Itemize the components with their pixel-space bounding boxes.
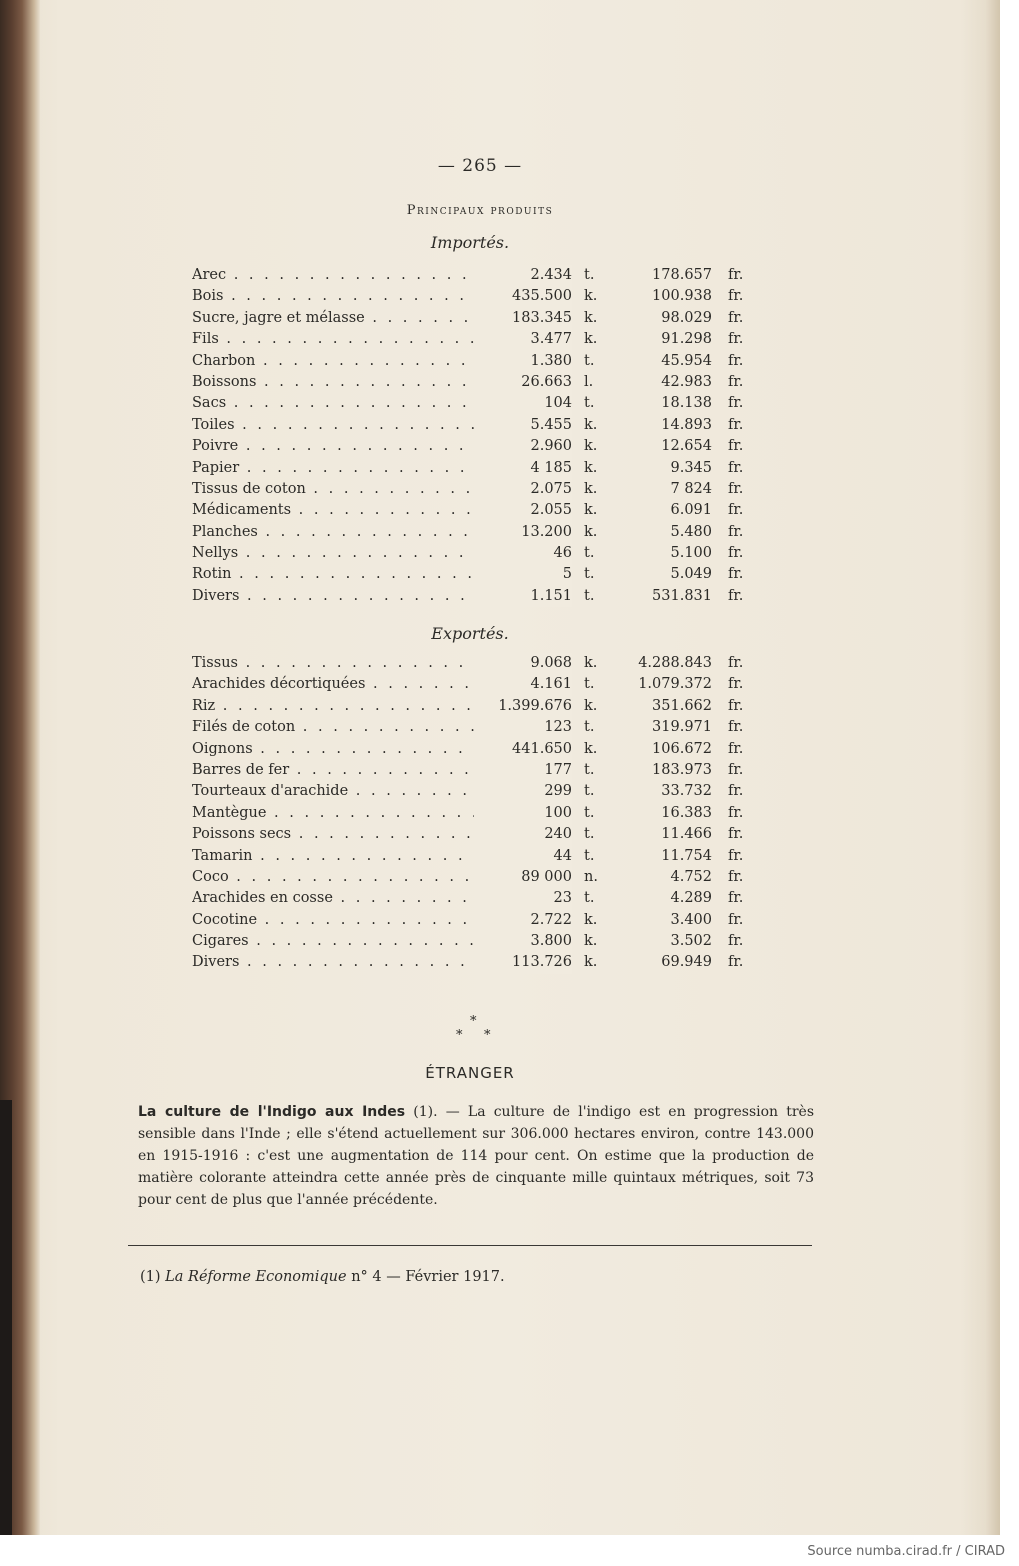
- product-quantity: 1.399.676: [474, 696, 572, 717]
- product-name: Filés de coton . . .: [192, 717, 482, 738]
- product-quantity: 44: [474, 846, 572, 867]
- product-name: Médicaments . . .: [192, 500, 482, 521]
- product-name: Nellys . . .: [192, 543, 482, 564]
- footnote-marker: (1): [140, 1269, 161, 1285]
- product-unit: t.: [584, 267, 595, 283]
- product-quantity: 4.161: [474, 674, 572, 695]
- product-value: 6.091: [670, 502, 712, 519]
- product-name: Cigares . . .: [192, 931, 482, 952]
- product-name: Sucre, jagre et mélasse . . .: [192, 308, 482, 329]
- table-row: [192, 760, 752, 781]
- imported-table: [192, 265, 752, 607]
- table-row: [192, 436, 752, 457]
- product-name: Divers . . .: [192, 586, 482, 607]
- page-number: — 265 —: [437, 156, 523, 176]
- asterism-star: *: [484, 1028, 491, 1043]
- table-row: [192, 308, 752, 329]
- table-row: [192, 824, 752, 845]
- table-row: [192, 717, 752, 738]
- product-currency: fr.: [728, 804, 744, 821]
- product-quantity: 3.477: [474, 329, 572, 350]
- product-value: 14.893: [661, 416, 712, 433]
- product-currency: fr.: [728, 911, 744, 928]
- product-name: Tamarin . . .: [192, 846, 482, 867]
- product-name: Tissus . . .: [192, 653, 482, 674]
- table-row: [192, 888, 752, 909]
- product-unit: t.: [584, 676, 595, 693]
- product-name: Barres de fer . . .: [192, 760, 482, 781]
- product-value: 11.754: [661, 847, 712, 864]
- footnote-divider: [128, 1245, 812, 1246]
- exported-table: [192, 653, 752, 974]
- product-name: Tissus de coton . . .: [192, 479, 482, 500]
- product-unit: t.: [584, 719, 595, 736]
- asterism-star: *: [470, 1014, 477, 1029]
- product-currency: fr.: [728, 480, 744, 497]
- product-name: Arachides décortiquées . . .: [192, 674, 482, 695]
- product-quantity: 3.800: [474, 931, 572, 952]
- table-row: [192, 351, 752, 372]
- product-name: Bois . . .: [192, 286, 482, 307]
- product-name: Boissons . . .: [192, 372, 482, 393]
- product-unit: t.: [584, 826, 595, 843]
- product-quantity: 2.434: [474, 265, 572, 286]
- product-name: Fils . . .: [192, 329, 482, 350]
- footnote-details: n° 4 — Février 1917.: [351, 1269, 505, 1285]
- product-currency: fr.: [728, 655, 744, 671]
- product-value: 183.973: [652, 761, 712, 778]
- product-currency: fr.: [728, 416, 744, 433]
- product-name: Poissons secs . . .: [192, 824, 482, 845]
- product-currency: fr.: [728, 267, 744, 283]
- product-quantity: 177: [474, 760, 572, 781]
- product-currency: fr.: [728, 587, 744, 604]
- product-currency: fr.: [728, 761, 744, 778]
- product-unit: t.: [584, 847, 595, 864]
- product-name: Arec . . .: [192, 265, 482, 286]
- table-row: [192, 543, 752, 564]
- product-quantity: 9.068: [474, 653, 572, 674]
- product-quantity: 183.345: [474, 308, 572, 329]
- product-value: 12.654: [661, 438, 712, 455]
- table-row: [192, 952, 752, 973]
- product-name: Mantègue . . .: [192, 803, 482, 824]
- asterism-star: *: [456, 1028, 463, 1043]
- table-row: [192, 653, 752, 674]
- product-unit: k.: [584, 954, 598, 971]
- product-currency: fr.: [728, 783, 744, 800]
- product-name: Divers . . .: [192, 952, 482, 973]
- product-unit: k.: [584, 331, 598, 348]
- product-value: 33.732: [661, 783, 712, 800]
- product-unit: n.: [584, 868, 598, 885]
- product-quantity: 26.663: [474, 372, 572, 393]
- product-unit: k.: [584, 288, 598, 305]
- product-quantity: 13.200: [474, 522, 572, 543]
- product-currency: fr.: [728, 373, 744, 390]
- product-unit: t.: [584, 783, 595, 800]
- table-row: [192, 372, 752, 393]
- product-currency: fr.: [728, 719, 744, 736]
- product-value: 42.983: [661, 373, 712, 390]
- product-currency: fr.: [728, 826, 744, 843]
- asterism: [450, 1014, 500, 1044]
- product-unit: k.: [584, 697, 598, 714]
- product-value: 5.049: [670, 566, 712, 583]
- product-currency: fr.: [728, 288, 744, 305]
- product-unit: k.: [584, 911, 598, 928]
- product-currency: fr.: [728, 676, 744, 693]
- product-currency: fr.: [728, 954, 744, 971]
- table-row: [192, 739, 752, 760]
- table-row: [192, 415, 752, 436]
- product-currency: fr.: [728, 890, 744, 907]
- table-row: [192, 910, 752, 931]
- product-name: Riz . . .: [192, 696, 482, 717]
- product-quantity: 100: [474, 803, 572, 824]
- product-currency: fr.: [728, 566, 744, 583]
- product-quantity: 89 000: [474, 867, 572, 888]
- article-paragraph: [138, 1101, 814, 1211]
- product-unit: k.: [584, 933, 598, 950]
- product-value: 69.949: [661, 954, 712, 971]
- table-row: [192, 674, 752, 695]
- product-name: Planches . . .: [192, 522, 482, 543]
- product-value: 7 824: [670, 480, 712, 497]
- product-value: 11.466: [661, 826, 712, 843]
- article-footnote-ref: (1): [413, 1104, 434, 1120]
- footnote-source: La Réforme Economique: [165, 1269, 347, 1285]
- product-unit: t.: [584, 352, 595, 369]
- product-quantity: 441.650: [474, 739, 572, 760]
- product-quantity: 104: [474, 393, 572, 414]
- product-currency: fr.: [728, 847, 744, 864]
- table-row: [192, 564, 752, 585]
- product-unit: t.: [584, 890, 595, 907]
- product-unit: k.: [584, 438, 598, 455]
- product-value: 106.672: [652, 740, 712, 757]
- product-quantity: 23: [474, 888, 572, 909]
- product-value: 4.288.843: [638, 655, 712, 671]
- product-value: 351.662: [652, 697, 712, 714]
- article-body: . — La culture de l'indigo est en progression très sensible dans l'Inde ; elle s'étend actuellement sur 306.000 hectares environ, contre 143.000 en 1915-1916 : c'est une augmentation de 114 pour cent. On estime que la production de matière colorante atteindra cette année près de cinquante mille quintaux métriques, soit 73 pour cent de plus que l'année précédente.: [138, 1104, 815, 1208]
- product-name: Oignons . . .: [192, 739, 482, 760]
- product-currency: fr.: [728, 395, 744, 412]
- product-quantity: 2.960: [474, 436, 572, 457]
- imported-subheading: Importés.: [430, 233, 510, 252]
- product-name: Rotin . . .: [192, 564, 482, 585]
- product-currency: fr.: [728, 502, 744, 519]
- table-row: [192, 846, 752, 867]
- product-value: 178.657: [652, 267, 712, 283]
- product-quantity: 2.722: [474, 910, 572, 931]
- product-value: 98.029: [661, 309, 712, 326]
- product-currency: fr.: [728, 740, 744, 757]
- table-row: [192, 867, 752, 888]
- product-quantity: 1.380: [474, 351, 572, 372]
- source-credit: Source numba.cirad.fr / CIRAD: [807, 1544, 1005, 1559]
- product-value: 100.938: [652, 288, 712, 305]
- product-currency: fr.: [728, 309, 744, 326]
- product-unit: l.: [584, 373, 594, 390]
- product-unit: k.: [584, 459, 598, 476]
- product-value: 3.400: [670, 911, 712, 928]
- product-unit: k.: [584, 502, 598, 519]
- table-row: [192, 393, 752, 414]
- product-unit: t.: [584, 395, 595, 412]
- product-quantity: 46: [474, 543, 572, 564]
- table-row: [192, 931, 752, 952]
- product-currency: fr.: [728, 933, 744, 950]
- product-quantity: 123: [474, 717, 572, 738]
- product-value: 18.138: [661, 395, 712, 412]
- product-value: 4.289: [670, 890, 712, 907]
- product-name: Tourteaux d'arachide . . .: [192, 781, 482, 802]
- product-unit: k.: [584, 655, 598, 671]
- table-row: [192, 479, 752, 500]
- product-unit: k.: [584, 523, 598, 540]
- product-name: Cocotine . . .: [192, 910, 482, 931]
- product-quantity: 435.500: [474, 286, 572, 307]
- product-currency: fr.: [728, 523, 744, 540]
- product-unit: t.: [584, 566, 595, 583]
- product-value: 531.831: [652, 587, 712, 604]
- product-name: Papier . . .: [192, 458, 482, 479]
- book-spine-shadow: [0, 1100, 12, 1535]
- product-name: Sacs . . .: [192, 393, 482, 414]
- product-currency: fr.: [728, 331, 744, 348]
- product-value: 91.298: [661, 331, 712, 348]
- product-quantity: 5: [474, 564, 572, 585]
- product-quantity: 299: [474, 781, 572, 802]
- product-currency: fr.: [728, 868, 744, 885]
- article-title: La culture de l'Indigo aux Indes: [138, 1104, 406, 1120]
- product-value: 9.345: [670, 459, 712, 476]
- product-quantity: 113.726: [474, 952, 572, 973]
- product-unit: k.: [584, 480, 598, 497]
- product-currency: fr.: [728, 438, 744, 455]
- product-unit: k.: [584, 416, 598, 433]
- product-currency: fr.: [728, 697, 744, 714]
- product-value: 1.079.372: [638, 676, 712, 693]
- product-value: 3.502: [670, 933, 712, 950]
- product-value: 4.752: [670, 868, 712, 885]
- product-unit: t.: [584, 761, 595, 778]
- table-heading: Principaux produits: [406, 203, 554, 218]
- product-quantity: 1.151: [474, 586, 572, 607]
- product-currency: fr.: [728, 352, 744, 369]
- product-quantity: 2.075: [474, 479, 572, 500]
- table-row: [192, 286, 752, 307]
- section-title: ÉTRANGER: [425, 1064, 515, 1082]
- product-quantity: 4 185: [474, 458, 572, 479]
- table-row: [192, 586, 752, 607]
- product-name: Poivre . . .: [192, 436, 482, 457]
- product-name: Toiles . . .: [192, 415, 482, 436]
- product-quantity: 2.055: [474, 500, 572, 521]
- product-unit: t.: [584, 545, 595, 562]
- product-value: 5.480: [670, 523, 712, 540]
- page-edge: [986, 0, 1000, 1535]
- table-row: [192, 500, 752, 521]
- table-row: [192, 458, 752, 479]
- product-currency: fr.: [728, 459, 744, 476]
- product-name: Coco . . .: [192, 867, 482, 888]
- product-name: Charbon . . .: [192, 351, 482, 372]
- product-value: 16.383: [661, 804, 712, 821]
- table-row: [192, 329, 752, 350]
- product-value: 5.100: [670, 545, 712, 562]
- table-row: [192, 781, 752, 802]
- table-row: [192, 803, 752, 824]
- table-row: [192, 522, 752, 543]
- product-quantity: 240: [474, 824, 572, 845]
- table-row: [192, 696, 752, 717]
- product-currency: fr.: [728, 545, 744, 562]
- footnote: [140, 1269, 505, 1285]
- exported-subheading: Exportés.: [431, 624, 509, 643]
- product-unit: k.: [584, 740, 598, 757]
- product-quantity: 5.455: [474, 415, 572, 436]
- product-unit: k.: [584, 309, 598, 326]
- table-row: [192, 265, 752, 286]
- product-value: 319.971: [652, 719, 712, 736]
- product-name: Arachides en cosse . . .: [192, 888, 482, 909]
- product-value: 45.954: [661, 352, 712, 369]
- product-unit: t.: [584, 804, 595, 821]
- product-unit: t.: [584, 587, 595, 604]
